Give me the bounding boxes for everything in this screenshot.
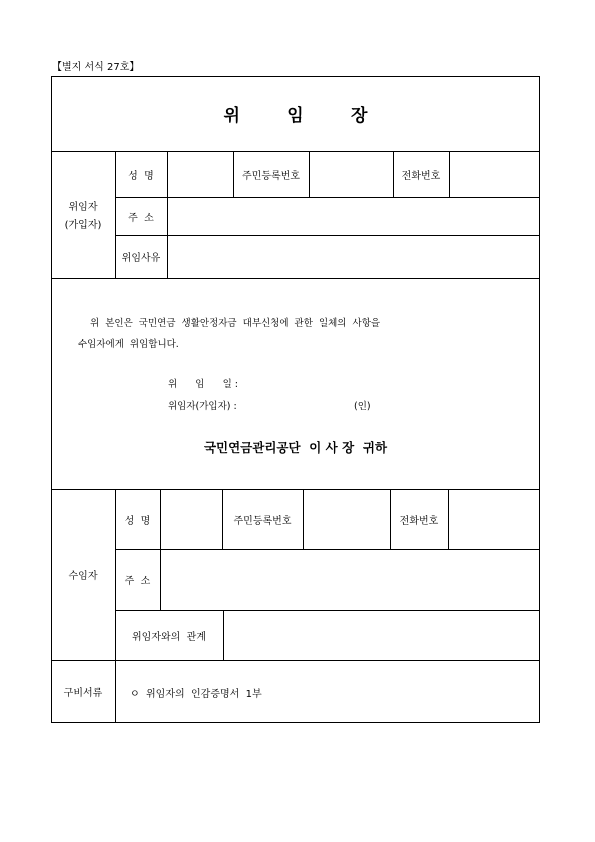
delegation-date-field[interactable] <box>258 372 398 390</box>
form-number: 【별지 서식 27호】 <box>52 62 140 73</box>
delegate-rrn-field[interactable] <box>304 490 389 548</box>
delegate-rrn-label: 주민등록번호 <box>233 515 292 527</box>
form-title: 위 임 장 <box>223 106 368 126</box>
delegator-label: 위임자 <box>68 202 98 213</box>
delegate-phone-field[interactable] <box>449 490 539 548</box>
delegator-rrn-label: 주민등록번호 <box>242 170 300 182</box>
relation-field[interactable] <box>224 611 539 659</box>
documents-item: ㅇ 위임자의 인감증명서 1부 <box>130 689 262 700</box>
statement-line-1: 위 본인은 국민연금 생활안정자금 대부신청에 관한 일체의 사항을 <box>90 318 381 329</box>
delegator-address-label: 주 소 <box>128 212 154 224</box>
delegation-date-label: 위 임 일 : <box>168 379 238 390</box>
delegate-name-field[interactable] <box>161 490 221 548</box>
delegate-address-label: 주 소 <box>124 576 151 587</box>
delegation-reason-label: 위임사유 <box>121 253 161 264</box>
signer-label: 위임자(가입자) : <box>168 401 237 412</box>
delegator-sublabel: (가입자) <box>64 220 102 231</box>
signer-field[interactable] <box>258 394 350 412</box>
delegator-name-field[interactable] <box>168 152 232 196</box>
addressee: 국민연금관리공단 이 사 장 귀하 <box>203 440 388 455</box>
delegator-name-label: 성 명 <box>128 170 154 182</box>
documents-label: 구비서류 <box>63 688 103 699</box>
delegator-address-field[interactable] <box>168 198 539 234</box>
delegate-phone-label: 전화번호 <box>399 515 439 527</box>
delegate-section-label: 수임자 <box>68 571 98 582</box>
delegate-address-field[interactable] <box>161 550 539 609</box>
delegator-phone-field[interactable] <box>450 152 539 196</box>
statement-line-2: 수임자에게 위임합니다. <box>78 339 179 350</box>
delegation-reason-field[interactable] <box>168 236 539 277</box>
delegator-phone-label: 전화번호 <box>401 170 441 182</box>
seal-mark: (인) <box>354 401 371 412</box>
relation-label: 위임자와의 관계 <box>132 631 206 643</box>
delegate-name-label: 성 명 <box>124 515 151 527</box>
delegator-rrn-field[interactable] <box>310 152 392 196</box>
delegator-section-label <box>51 151 115 278</box>
